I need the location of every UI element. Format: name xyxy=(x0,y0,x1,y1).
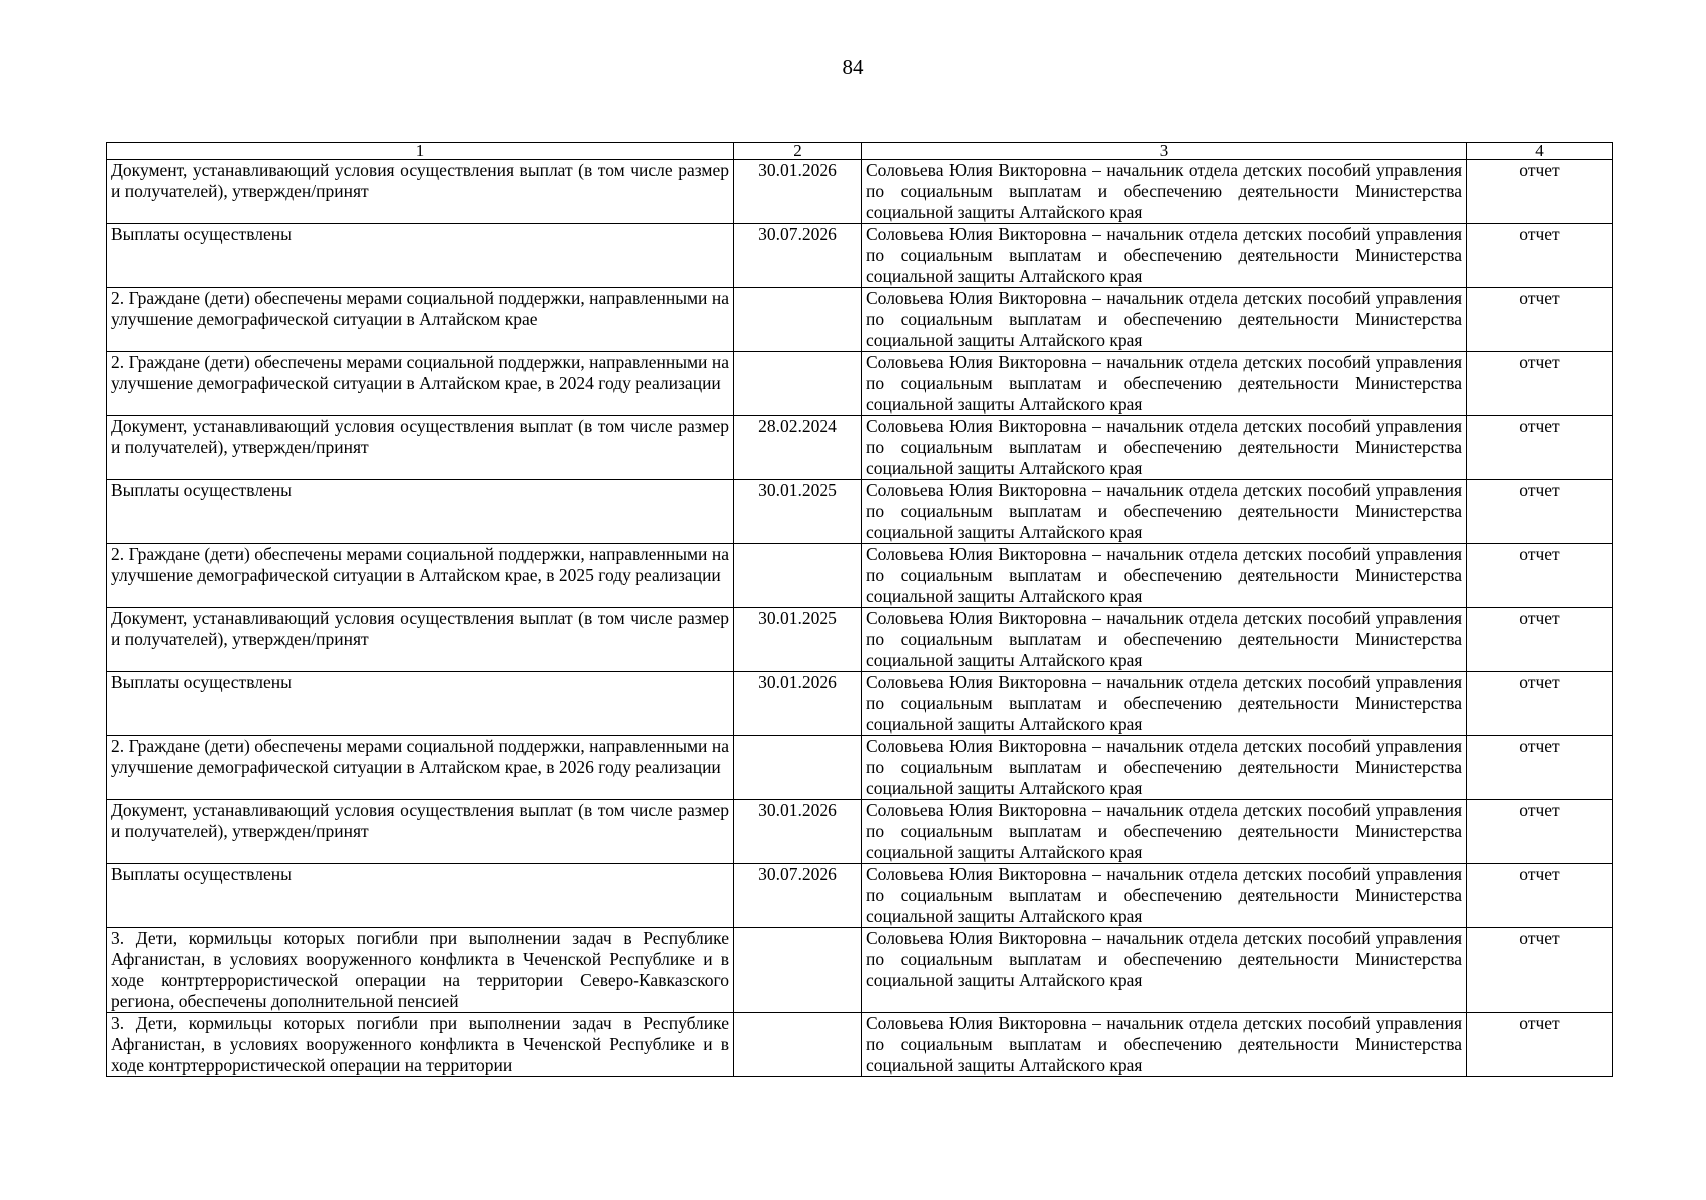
date-cell xyxy=(734,928,862,1013)
table-row xyxy=(107,672,1613,736)
responsible-cell: Соловьева Юлия Викторовна – начальник отдела детских пособий управления по социальным выплатам и обеспечению деятельности Министерства социальной защиты Алтайского края xyxy=(862,480,1467,544)
date-cell xyxy=(734,544,862,608)
result-cell: отчет xyxy=(1467,352,1613,416)
result-cell: отчет xyxy=(1467,480,1613,544)
table-row xyxy=(107,480,1613,544)
table-body xyxy=(107,160,1613,1077)
result-cell: отчет xyxy=(1467,672,1613,736)
page-number: 84 xyxy=(842,55,864,79)
result-cell: отчет xyxy=(1467,544,1613,608)
date-cell: 30.01.2025 xyxy=(734,480,862,544)
table-row xyxy=(107,352,1613,416)
responsible-cell: Соловьева Юлия Викторовна – начальник отдела детских пособий управления по социальным выплатам и обеспечению деятельности Министерства социальной защиты Алтайского края xyxy=(862,352,1467,416)
date-cell: 30.01.2026 xyxy=(734,672,862,736)
result-cell: отчет xyxy=(1467,800,1613,864)
result-cell: отчет xyxy=(1467,608,1613,672)
table-row xyxy=(107,416,1613,480)
date-cell: 28.02.2024 xyxy=(734,416,862,480)
event-cell: Документ, устанавливающий условия осуществления выплат (в том числе размер и получателей), утвержден/принят xyxy=(107,160,734,224)
date-cell: 30.01.2026 xyxy=(734,800,862,864)
event-cell: 2. Граждане (дети) обеспечены мерами социальной поддержки, направленными на улучшение демографической ситуации в Алтайском крае, в 2026 году реализации xyxy=(107,736,734,800)
date-cell: 30.07.2026 xyxy=(734,224,862,288)
event-cell: Выплаты осуществлены xyxy=(107,864,734,928)
responsible-cell: Соловьева Юлия Викторовна – начальник отдела детских пособий управления по социальным выплатам и обеспечению деятельности Министерства социальной защиты Алтайского края xyxy=(862,544,1467,608)
responsible-cell: Соловьева Юлия Викторовна – начальник отдела детских пособий управления по социальным выплатам и обеспечению деятельности Министерства социальной защиты Алтайского края xyxy=(862,736,1467,800)
date-cell xyxy=(734,288,862,352)
responsible-cell: Соловьева Юлия Викторовна – начальник отдела детских пособий управления по социальным выплатам и обеспечению деятельности Министерства социальной защиты Алтайского края xyxy=(862,416,1467,480)
result-cell: отчет xyxy=(1467,416,1613,480)
event-cell: Выплаты осуществлены xyxy=(107,224,734,288)
result-cell: отчет xyxy=(1467,864,1613,928)
event-cell: 3. Дети, кормильцы которых погибли при выполнении задач в Республике Афганистан, в условиях вооруженного конфликта в Чеченской Республике и в ходе контртеррористической операции на территории Северо-Кавказского региона, обеспечены дополнительной пенсией xyxy=(107,928,734,1013)
table-row xyxy=(107,224,1613,288)
date-cell xyxy=(734,1013,862,1077)
table-row xyxy=(107,608,1613,672)
column-header: 3 xyxy=(862,143,1467,160)
column-header: 2 xyxy=(734,143,862,160)
table-row xyxy=(107,928,1613,1013)
event-cell: Выплаты осуществлены xyxy=(107,672,734,736)
date-cell: 30.01.2025 xyxy=(734,608,862,672)
event-cell: 3. Дети, кормильцы которых погибли при выполнении задач в Республике Афганистан, в условиях вооруженного конфликта в Чеченской Республике и в ходе контртеррористической операции на территории xyxy=(107,1013,734,1077)
event-cell: 2. Граждане (дети) обеспечены мерами социальной поддержки, направленными на улучшение демографической ситуации в Алтайском крае, в 2024 году реализации xyxy=(107,352,734,416)
responsible-cell: Соловьева Юлия Викторовна – начальник отдела детских пособий управления по социальным выплатам и обеспечению деятельности Министерства социальной защиты Алтайского края xyxy=(862,160,1467,224)
event-cell: Документ, устанавливающий условия осуществления выплат (в том числе размер и получателей), утвержден/принят xyxy=(107,416,734,480)
responsible-cell: Соловьева Юлия Викторовна – начальник отдела детских пособий управления по социальным выплатам и обеспечению деятельности Министерства социальной защиты Алтайского края xyxy=(862,1013,1467,1077)
responsible-cell: Соловьева Юлия Викторовна – начальник отдела детских пособий управления по социальным выплатам и обеспечению деятельности Министерства социальной защиты Алтайского края xyxy=(862,288,1467,352)
responsible-cell: Соловьева Юлия Викторовна – начальник отдела детских пособий управления по социальным выплатам и обеспечению деятельности Министерства социальной защиты Алтайского края xyxy=(862,224,1467,288)
event-cell: Документ, устанавливающий условия осуществления выплат (в том числе размер и получателей), утвержден/принят xyxy=(107,608,734,672)
table-row xyxy=(107,160,1613,224)
responsible-cell: Соловьева Юлия Викторовна – начальник отдела детских пособий управления по социальным выплатам и обеспечению деятельности Министерства социальной защиты Алтайского края xyxy=(862,608,1467,672)
result-cell: отчет xyxy=(1467,224,1613,288)
plan-table xyxy=(106,142,1613,1077)
date-cell: 30.01.2026 xyxy=(734,160,862,224)
responsible-cell: Соловьева Юлия Викторовна – начальник отдела детских пособий управления по социальным выплатам и обеспечению деятельности Министерства социальной защиты Алтайского края xyxy=(862,928,1467,1013)
event-cell: 2. Граждане (дети) обеспечены мерами социальной поддержки, направленными на улучшение демографической ситуации в Алтайском крае, в 2025 году реализации xyxy=(107,544,734,608)
table-row xyxy=(107,800,1613,864)
date-cell xyxy=(734,352,862,416)
column-header: 1 xyxy=(107,143,734,160)
table-row xyxy=(107,864,1613,928)
table-row xyxy=(107,288,1613,352)
result-cell: отчет xyxy=(1467,736,1613,800)
date-cell xyxy=(734,736,862,800)
responsible-cell: Соловьева Юлия Викторовна – начальник отдела детских пособий управления по социальным выплатам и обеспечению деятельности Министерства социальной защиты Алтайского края xyxy=(862,672,1467,736)
event-cell: 2. Граждане (дети) обеспечены мерами социальной поддержки, направленными на улучшение демографической ситуации в Алтайском крае xyxy=(107,288,734,352)
event-cell: Документ, устанавливающий условия осуществления выплат (в том числе размер и получателей), утвержден/принят xyxy=(107,800,734,864)
result-cell: отчет xyxy=(1467,928,1613,1013)
result-cell: отчет xyxy=(1467,1013,1613,1077)
table-header-row xyxy=(107,143,1613,160)
responsible-cell: Соловьева Юлия Викторовна – начальник отдела детских пособий управления по социальным выплатам и обеспечению деятельности Министерства социальной защиты Алтайского края xyxy=(862,864,1467,928)
responsible-cell: Соловьева Юлия Викторовна – начальник отдела детских пособий управления по социальным выплатам и обеспечению деятельности Министерства социальной защиты Алтайского края xyxy=(862,800,1467,864)
event-cell: Выплаты осуществлены xyxy=(107,480,734,544)
result-cell: отчет xyxy=(1467,160,1613,224)
table-row xyxy=(107,544,1613,608)
result-cell: отчет xyxy=(1467,288,1613,352)
date-cell: 30.07.2026 xyxy=(734,864,862,928)
table-row xyxy=(107,1013,1613,1077)
column-header: 4 xyxy=(1467,143,1613,160)
table-row xyxy=(107,736,1613,800)
